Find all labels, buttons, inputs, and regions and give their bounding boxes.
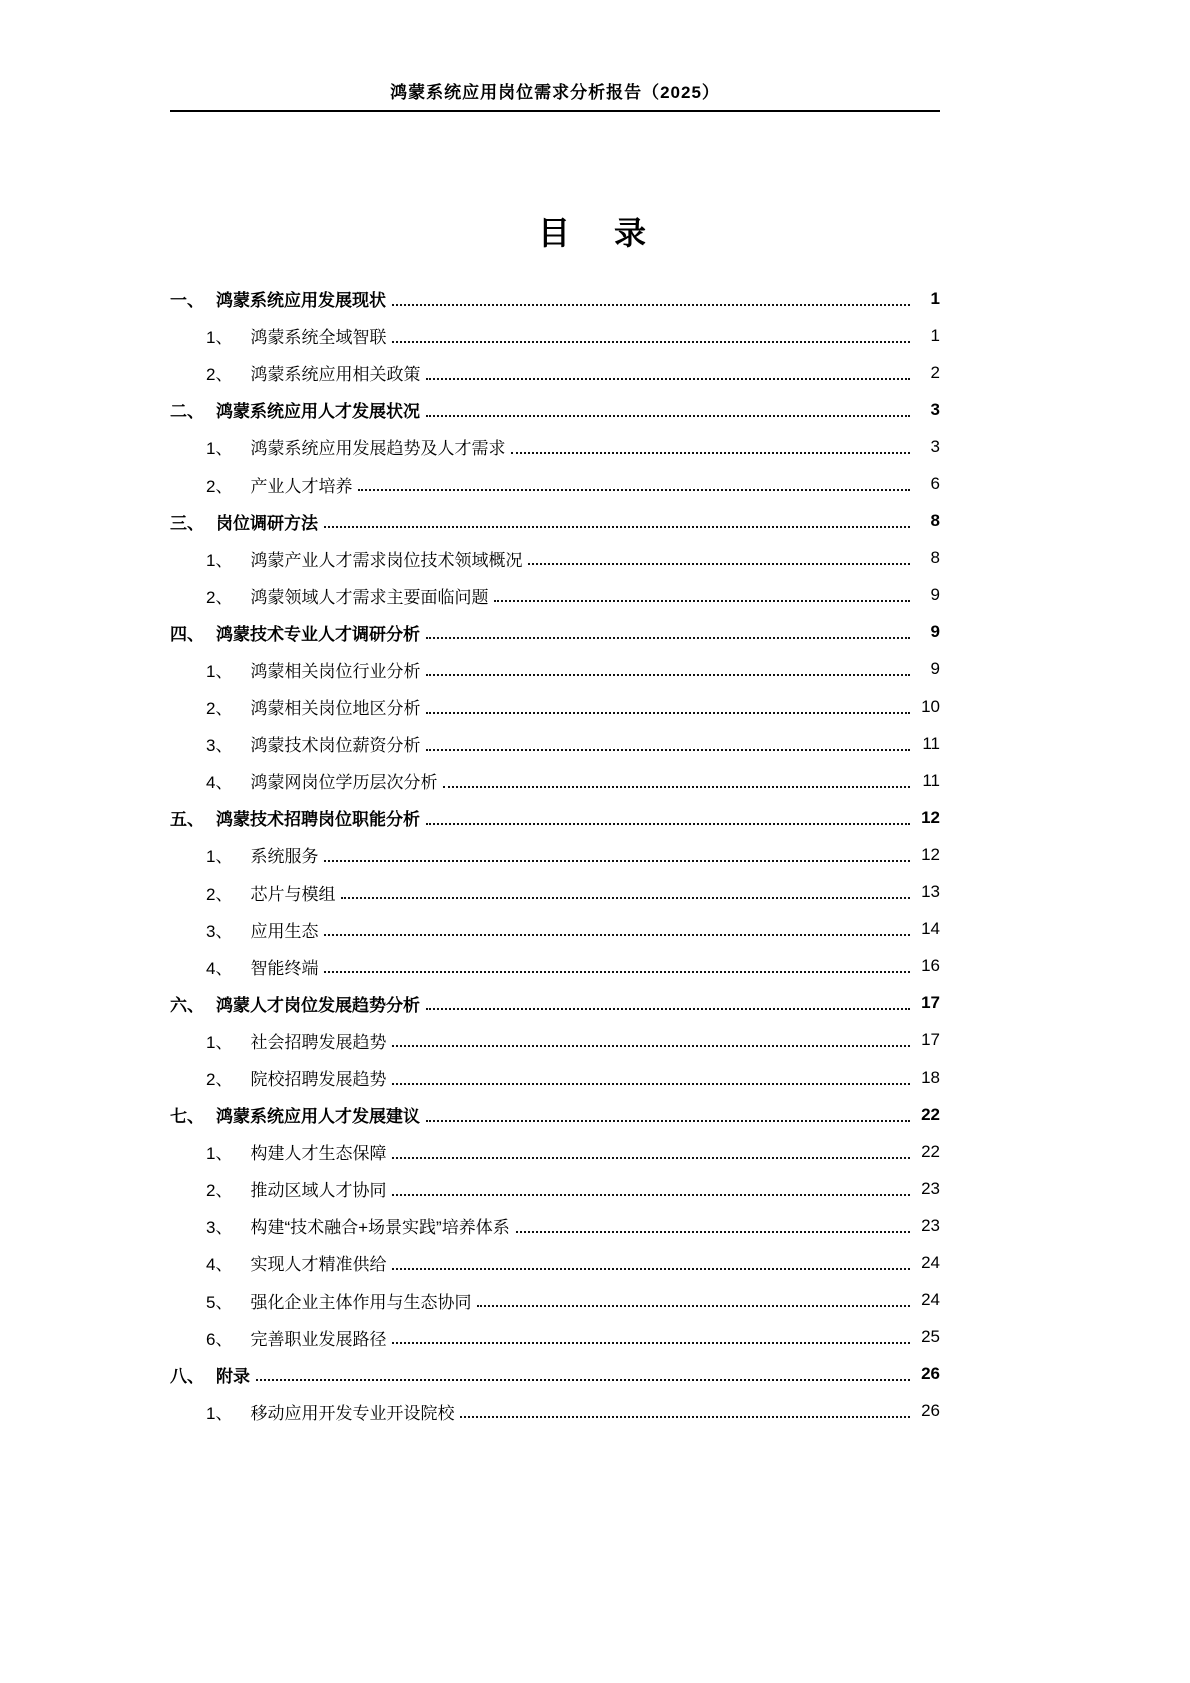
toc-page-number: 11 [922,770,940,790]
toc-entry[interactable] [170,799,940,836]
toc-leader-dots [392,341,910,343]
toc-leader-dots [426,378,910,380]
toc-leader-dots [516,1231,910,1233]
toc-page-number: 1 [930,325,940,345]
toc-leader-dots [460,1416,910,1418]
toc-leader-dots [392,1342,910,1344]
toc-entry[interactable] [170,428,940,465]
toc-entry-title: 强化企业主体作用与生态协同 [250,1292,472,1312]
toc-entry[interactable] [170,1393,940,1430]
toc-entry-number: 2、 [206,1070,233,1090]
toc-page-number: 14 [921,919,940,939]
toc-leader-dots [392,1194,910,1196]
toc-entry-number: 2、 [206,365,233,385]
toc-entry-title: 鸿蒙人才岗位发展趋势分析 [216,995,420,1015]
toc-entry-title: 鸿蒙系统应用人才发展建议 [216,1107,420,1127]
toc-entry-number: 4、 [206,958,233,978]
toc-page-number: 22 [921,1104,940,1124]
toc-page-number: 8 [930,548,940,568]
toc-leader-dots [426,674,910,676]
toc-entry-number: 1、 [206,1403,233,1423]
toc-entry-number: 一、 [170,291,204,311]
toc-page-number: 18 [921,1067,940,1087]
toc-entry-title: 实现人才精准供给 [250,1255,387,1275]
toc-entry[interactable] [170,1207,940,1244]
toc-entry-number: 2、 [206,699,233,719]
toc-leader-dots [324,860,910,862]
toc-entry[interactable] [170,280,940,317]
toc-entry-title: 鸿蒙领域人才需求主要面临问题 [250,587,489,607]
toc-entry-title: 鸿蒙系统应用相关政策 [250,365,421,385]
toc-entry-number: 1、 [206,328,233,348]
toc-entry-number: 2、 [206,1181,233,1201]
toc-entry[interactable] [170,614,940,651]
page-header [170,0,940,112]
toc-entry-number: 3、 [206,921,233,941]
toc-entry[interactable] [170,725,940,762]
toc-entry[interactable] [170,911,940,948]
toc-leader-dots [477,1305,910,1307]
toc-leader-dots [426,415,910,417]
toc-entry-title: 完善职业发展路径 [250,1329,387,1349]
toc-page-number: 26 [921,1364,940,1384]
toc-entry-title: 鸿蒙技术岗位薪资分析 [250,736,421,756]
toc-entry-title: 鸿蒙系统全域智联 [250,328,387,348]
toc-entry-number: 6、 [206,1329,233,1349]
toc-entry-number: 六、 [170,995,204,1015]
toc-entry-number: 2、 [206,476,233,496]
toc-page-number: 13 [921,882,940,902]
toc-leader-dots [494,600,910,602]
toc-leader-dots [443,786,910,788]
toc-entry[interactable] [170,1133,940,1170]
toc-entry[interactable] [170,688,940,725]
toc-entry[interactable] [170,503,940,540]
toc-page-number: 2 [930,362,940,382]
toc-entry-number: 四、 [170,624,204,644]
toc-leader-dots [256,1379,910,1381]
toc-entry[interactable] [170,1282,940,1319]
toc-entry-title: 社会招聘发展趋势 [250,1032,387,1052]
toc-entry-number: 三、 [170,513,204,533]
toc-entry-title: 移动应用开发专业开设院校 [250,1403,455,1423]
toc-page-number: 17 [921,1030,940,1050]
toc-page-number: 1 [930,288,940,308]
toc-page-number: 11 [922,733,940,753]
toc-entry[interactable] [170,540,940,577]
toc-page-number: 8 [930,511,940,531]
toc-entry[interactable] [170,836,940,873]
toc-entry-number: 3、 [206,736,233,756]
toc-entry-title: 鸿蒙产业人才需求岗位技术领域概况 [250,550,523,570]
toc-entry[interactable] [170,354,940,391]
toc-page-number: 24 [921,1252,940,1272]
toc-entry-title: 应用生态 [250,921,319,941]
toc-entry-title: 鸿蒙系统应用发展现状 [216,291,386,311]
header-title: 鸿蒙系统应用岗位需求分析报告（2025） [390,83,720,102]
toc-leader-dots [426,1008,910,1010]
toc-entry-number: 5、 [206,1292,233,1312]
toc-page-number: 9 [930,659,940,679]
toc-entry-title: 鸿蒙技术专业人才调研分析 [216,624,420,644]
header-divider [170,110,940,112]
toc-entry[interactable] [170,577,940,614]
toc-leader-dots [426,749,910,751]
toc-entry-number: 1、 [206,550,233,570]
toc-entry-number: 1、 [206,439,233,459]
toc-entry-number: 4、 [206,1255,233,1275]
toc-entry-number: 2、 [206,587,233,607]
toc-leader-dots [392,1045,910,1047]
toc-leader-dots [324,526,910,528]
toc-entry-title: 岗位调研方法 [216,513,318,533]
toc-page-number: 23 [921,1178,940,1198]
toc-page-number: 3 [930,436,940,456]
toc-entry[interactable] [170,1022,940,1059]
toc-entry[interactable] [170,874,940,911]
toc-entry-number: 3、 [206,1218,233,1238]
toc-leader-dots [426,1120,910,1122]
toc-entry-title: 构建人才生态保障 [250,1144,387,1164]
toc-entry[interactable] [170,985,940,1022]
toc-entry-number: 七、 [170,1107,204,1127]
toc-entry-title: 院校招聘发展趋势 [250,1070,387,1090]
toc-entry-number: 4、 [206,773,233,793]
toc-leader-dots [392,304,910,306]
toc-entry-title: 鸿蒙相关岗位地区分析 [250,699,421,719]
toc-entry[interactable] [170,1319,940,1356]
toc-entry[interactable] [170,948,940,985]
toc-entry-number: 二、 [170,402,204,422]
toc-title: 目 录 [537,215,652,251]
toc-entry[interactable] [170,1096,940,1133]
toc-entry-title: 附录 [216,1366,250,1386]
toc-entry-number: 1、 [206,1144,233,1164]
toc-page-number: 9 [930,585,940,605]
toc-entry-title: 鸿蒙系统应用人才发展状况 [216,402,420,422]
toc-page-number: 12 [921,844,940,864]
toc-entry-number: 1、 [206,847,233,867]
toc-entry-title: 鸿蒙相关岗位行业分析 [250,661,421,681]
toc-entry[interactable] [170,465,940,502]
toc-leader-dots [426,712,910,714]
toc-page-number: 22 [921,1141,940,1161]
toc-leader-dots [324,971,910,973]
toc-entry[interactable] [170,1244,940,1281]
toc-entry-title: 芯片与模组 [250,884,336,904]
toc-page-number: 3 [930,399,940,419]
toc-leader-dots [341,897,910,899]
toc-entry-title: 鸿蒙技术招聘岗位职能分析 [216,810,420,830]
toc-entry[interactable] [170,317,940,354]
toc-leader-dots [426,637,910,639]
toc-entry-number: 八、 [170,1366,204,1386]
toc-entry-number: 1、 [206,661,233,681]
toc-entry-title: 鸿蒙网岗位学历层次分析 [250,773,438,793]
toc-entry[interactable] [170,1059,940,1096]
toc-page-number: 12 [921,807,940,827]
toc-entry[interactable] [170,1356,940,1393]
toc-entry[interactable] [170,762,940,799]
toc-entry[interactable] [170,651,940,688]
toc-leader-dots [324,934,910,936]
toc-page-number: 10 [921,696,940,716]
toc-leader-dots [511,452,910,454]
toc-page-number: 25 [921,1327,940,1347]
toc-entry-title: 推动区域人才协同 [250,1181,387,1201]
toc-entry-number: 2、 [206,884,233,904]
toc-entry-title: 智能终端 [250,958,319,978]
toc-page-number: 24 [921,1290,940,1310]
toc-leader-dots [392,1268,910,1270]
toc-entry-title: 鸿蒙系统应用发展趋势及人才需求 [250,439,506,459]
toc-leader-dots [528,563,910,565]
toc-entry[interactable] [170,1170,940,1207]
toc-leader-dots [426,823,910,825]
toc-leader-dots [358,489,910,491]
toc-entry-number: 五、 [170,810,204,830]
toc-page-number: 23 [921,1215,940,1235]
toc-page-number: 9 [930,622,940,642]
toc-leader-dots [392,1083,910,1085]
toc-entry[interactable] [170,391,940,428]
toc-page-number: 17 [921,993,940,1013]
toc-page-number: 6 [930,474,940,494]
toc-page-number: 16 [921,956,940,976]
toc-entry-number: 1、 [206,1032,233,1052]
toc-leader-dots [392,1157,910,1159]
toc-entry-title: 构建“技术融合+场景实践”培养体系 [250,1218,510,1238]
toc-page-number: 26 [921,1401,940,1421]
toc-entry-title: 系统服务 [250,847,319,867]
toc-list [170,280,940,1430]
toc-entry-title: 产业人才培养 [250,476,353,496]
